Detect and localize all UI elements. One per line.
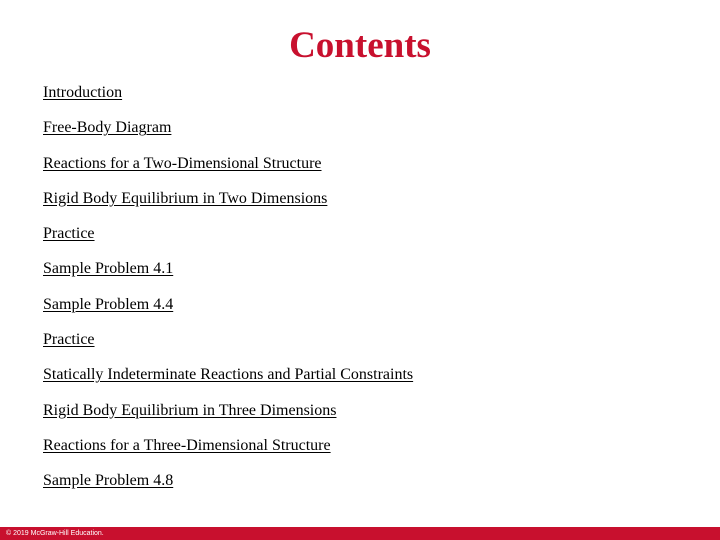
toc-item bbox=[43, 435, 413, 470]
table-of-contents bbox=[43, 82, 413, 506]
toc-item bbox=[43, 258, 413, 293]
toc-item bbox=[43, 470, 413, 505]
toc-link-sample-problem-4-4[interactable]: Sample Problem 4.4 bbox=[43, 295, 174, 313]
toc-item bbox=[43, 329, 413, 364]
toc-item bbox=[43, 223, 413, 258]
toc-link-free-body-diagram[interactable]: Free-Body Diagram bbox=[43, 119, 172, 137]
toc-link-equilibrium-2d[interactable]: Rigid Body Equilibrium in Two Dimensions bbox=[43, 189, 328, 207]
toc-item bbox=[43, 294, 413, 329]
toc-link-practice-1[interactable]: Practice bbox=[43, 225, 95, 243]
toc-link-introduction[interactable]: Introduction bbox=[43, 84, 123, 101]
toc-item bbox=[43, 82, 413, 117]
toc-link-reactions-2d[interactable]: Reactions for a Two-Dimensional Structure bbox=[43, 154, 322, 172]
toc-link-sample-problem-4-8[interactable]: Sample Problem 4.8 bbox=[43, 472, 174, 490]
toc-link-equilibrium-3d[interactable]: Rigid Body Equilibrium in Three Dimensions bbox=[43, 401, 337, 419]
toc-link-sample-problem-4-1[interactable]: Sample Problem 4.1 bbox=[43, 260, 174, 278]
toc-link-practice-2[interactable]: Practice bbox=[43, 331, 95, 349]
toc-item bbox=[43, 400, 413, 435]
toc-item bbox=[43, 188, 413, 223]
toc-item bbox=[43, 117, 413, 152]
toc-link-reactions-3d[interactable]: Reactions for a Three-Dimensional Structure bbox=[43, 436, 331, 454]
copyright-text: © 2019 McGraw-Hill Education. bbox=[6, 530, 104, 537]
toc-item bbox=[43, 153, 413, 188]
page-title: Contents bbox=[289, 25, 431, 66]
toc-link-statically-indeterminate[interactable]: Statically Indeterminate Reactions and Partial Constraints bbox=[43, 366, 414, 384]
toc-item bbox=[43, 364, 413, 399]
footer-bar bbox=[0, 527, 720, 540]
